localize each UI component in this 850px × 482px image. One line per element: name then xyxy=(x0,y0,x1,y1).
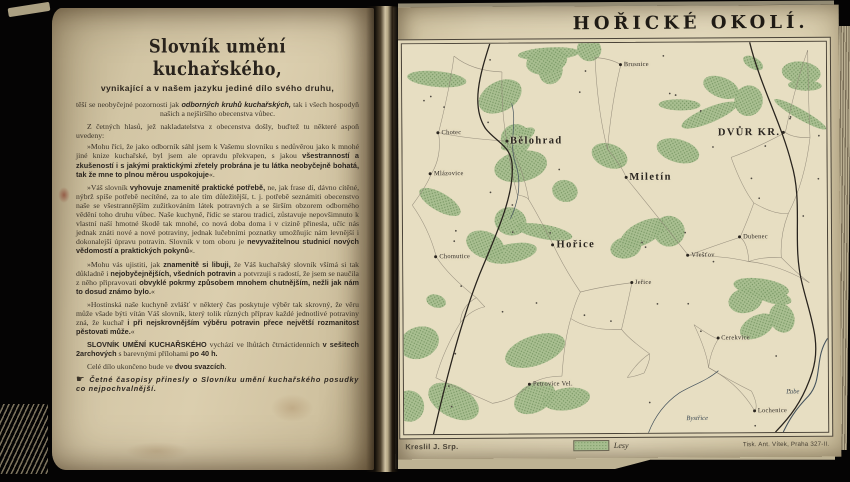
paragraph xyxy=(76,100,359,118)
paragraph xyxy=(76,183,359,256)
paragraph xyxy=(76,142,359,178)
map-town-label xyxy=(505,135,563,146)
page-corner-tip xyxy=(8,2,51,17)
text-segment: odborných kruhů kuchařských, xyxy=(181,100,291,109)
text-segment: dvou svazcích xyxy=(174,362,225,372)
text-segment: i při nejskrovnějším výběru potravin přece největší rozmanitost pěstovati může. xyxy=(76,318,359,337)
town-name: Jeřice xyxy=(634,278,652,286)
text-segment: Z četných hlasů, jež nakladatelstva z obecenstva došly, buďtež tu některé aspoň uvedeny: xyxy=(76,122,359,141)
town-name: Chomutice xyxy=(439,252,471,261)
text-segment: »Mohu vás ujistiti, jak xyxy=(87,259,164,269)
town-name: Hořice xyxy=(556,239,596,251)
map-town-label xyxy=(619,61,649,68)
town-name: Cerekvice xyxy=(721,334,750,342)
ink-stain xyxy=(56,184,72,206)
town-name: Dubenec xyxy=(743,233,768,241)
town-dot xyxy=(624,176,627,179)
town-name: Brusnice xyxy=(623,60,649,68)
paragraph xyxy=(76,375,359,393)
map-town-label xyxy=(437,129,462,136)
advertisement-text xyxy=(76,20,359,395)
text-segment: »Váš slovník xyxy=(87,182,130,192)
text-segment: že Váš kuchařský slovník všímá si tak důkladně i xyxy=(76,259,360,278)
town-dot xyxy=(552,243,555,246)
map-town-label xyxy=(551,239,595,250)
map-town-label xyxy=(718,126,786,137)
text-segment: všestranností a zkušeností i s jakými praktickými zřetely probrána je tu látka neobyčejně bohatá, tak že mne to plnou měrou uspokojuje xyxy=(76,151,359,179)
town-dot xyxy=(429,173,432,176)
paragraph xyxy=(76,260,359,296)
body-paragraphs xyxy=(76,100,359,393)
town-name: Chotec xyxy=(441,128,462,136)
text-segment: « xyxy=(151,286,155,296)
town-name: Lochenice xyxy=(757,407,788,415)
text-segment: vyhovuje znamenitě praktické potřebě, xyxy=(129,182,266,192)
map-caption-row xyxy=(405,437,829,455)
text-segment: znamenitě si libuji, xyxy=(163,259,231,269)
map-credit-printer: Tisk. Ant. Vítek, Praha 327-II. xyxy=(742,440,830,449)
text-segment: po 40 h. xyxy=(190,349,218,359)
forest-legend-swatch xyxy=(573,440,609,451)
text-segment: « xyxy=(130,327,135,337)
text-segment: Četné časopisy přinesly o Slovníku umění kuchařského posudky co nejpochvalnější. xyxy=(76,374,359,393)
town-name: DVŮR KR. xyxy=(717,126,781,138)
town-name: Petrovice Vel. xyxy=(532,380,573,388)
paragraph xyxy=(76,362,359,371)
page-stack-edges-bottom-left xyxy=(0,404,48,474)
book-ad-subtitle: vynikající a v našem jazyku jediné dílo svého druhu, xyxy=(100,83,335,93)
map-town-label xyxy=(429,170,464,177)
paragraph xyxy=(76,340,359,358)
map-legend xyxy=(573,440,629,451)
map-town-label xyxy=(630,279,652,286)
text-segment: a potvrzuji s radostí, že jsem se naučila z něho připravovati xyxy=(76,268,359,287)
map-title: HOŘICKÉ OKOLÍ. xyxy=(572,11,809,35)
map-town-label xyxy=(753,407,787,414)
text-segment: . xyxy=(224,362,227,372)
text-segment: nejobyčejnějších, všedních potravin xyxy=(110,268,236,278)
text-segment: s barevnými přílohami xyxy=(116,349,191,359)
town-dot xyxy=(782,130,785,133)
forest-legend-label: Lesy xyxy=(613,440,629,451)
town-dot xyxy=(630,281,633,284)
map-town-label xyxy=(434,253,470,260)
text-segment: vychází ve lhůtách čtrnáctidenních xyxy=(206,340,323,350)
paragraph xyxy=(76,122,359,140)
paper-stain xyxy=(112,438,202,464)
text-segment: »Mohu říci, že jako odborník sáhl jsem k Vašemu slovníku s nedůvěrou jako k mnohé jiné knize kuchařské, byl jsem ale opravdu překvapen, s jakou xyxy=(76,142,359,161)
text-segment: ne, jak frase dí, dávno cítěné, nýbrž spíše potřebě necítěné, za to ale tím důležitější, t. j. potřebě seznámiti obecenstvo naše se všestrannějším zužitkováním látek potravných a se širším obzorem odborného vědění toho druhu vůbec. Naše kuchyně, řídíc se starou tradicí, zůstavuje nepovšimnuto k vlastní naší hmotné škodě tak mnohé, co nová doba doma i v cizině přinesla, učíc nás jednak znáti nové a nové potraviny, jednak lučebními poznatky umožňujíc nám levnější i dokonalejší úpravu potravin. Slovník v tom oboru je xyxy=(76,182,360,247)
town-dot xyxy=(434,255,437,258)
town-dot xyxy=(437,131,440,134)
text-segment: těší se neobyčejné pozornosti jak xyxy=(76,100,182,109)
map-water-label: Labe xyxy=(786,388,800,396)
town-name: Mlázovice xyxy=(433,170,464,178)
map-credit-cartographer: Kreslil J. Srp. xyxy=(405,441,459,452)
map-water-label: Bystřice xyxy=(686,415,709,423)
text-segment: »Hostinská naše kuchyně zvlášť v některý čas poskytuje výběr tak skrovný, že věru může všade býti vítán Váš slovník, který tolik různých příprav každé jednotlivé potraviny zná, že kuchař xyxy=(76,299,359,328)
town-dot xyxy=(528,383,531,386)
town-dot xyxy=(738,235,741,238)
text-segment: nevyvažitelnou studnicí nových vědomostí a praktických pokynů xyxy=(76,237,360,256)
paragraph xyxy=(76,300,359,336)
town-name: Bělohrad xyxy=(509,134,563,147)
text-segment: «. xyxy=(208,169,215,179)
map-town-label xyxy=(528,381,573,388)
manicule-icon: ☛ xyxy=(76,373,90,385)
text-segment: SLOVNÍK UMĚNÍ KUCHAŘSKÉHO xyxy=(87,340,207,350)
town-dot xyxy=(753,409,756,412)
town-dot xyxy=(505,139,508,142)
text-segment: Celé dílo ukončeno bude ve xyxy=(87,362,175,372)
text-segment: «. xyxy=(189,246,195,256)
text-segment: obvyklé pokrmy způsobem mnohem chutnějším, nežli jak nám to dosud známo bylo. xyxy=(76,277,359,296)
town-name: Vřešťov xyxy=(691,251,715,259)
map-labels xyxy=(402,42,828,435)
left-page xyxy=(52,8,374,470)
map-town-label xyxy=(738,233,768,240)
map-town-label xyxy=(686,251,714,258)
book-ad-title: Slovník umění kuchařského, xyxy=(148,35,287,81)
text-segment: v sešitech 2archových xyxy=(76,340,359,359)
book-gutter xyxy=(366,6,398,472)
town-dot xyxy=(619,63,622,66)
map xyxy=(401,41,829,436)
right-page xyxy=(393,5,842,460)
town-dot xyxy=(686,254,689,257)
map-town-label xyxy=(624,172,672,183)
map-town-label xyxy=(716,335,750,342)
town-dot xyxy=(716,337,719,340)
town-name: Miletín xyxy=(629,171,672,184)
text-segment: tak i všech hospodyň našich a nejširšího obecenstva vůbec. xyxy=(159,100,360,119)
